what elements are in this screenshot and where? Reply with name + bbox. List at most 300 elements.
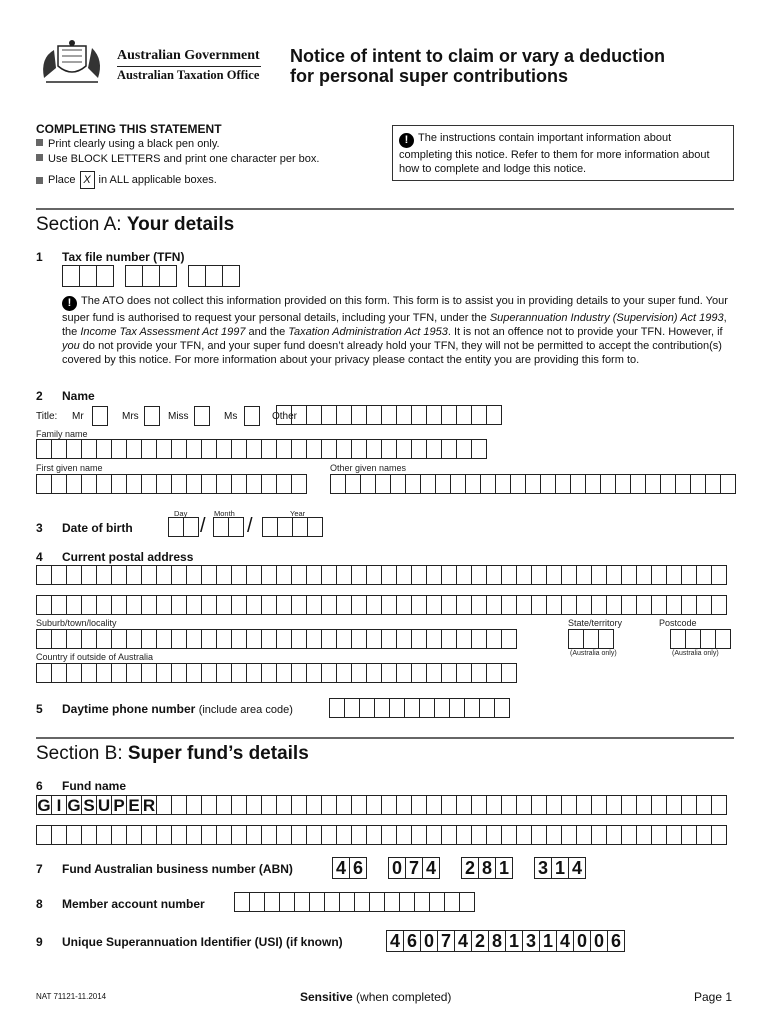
char-box[interactable] xyxy=(459,892,475,912)
char-box[interactable] xyxy=(426,825,442,845)
char-box[interactable] xyxy=(715,629,731,649)
char-box[interactable] xyxy=(276,663,292,683)
char-box[interactable] xyxy=(351,405,367,425)
char-box[interactable] xyxy=(471,595,487,615)
title-miss-checkbox[interactable] xyxy=(194,406,210,426)
char-box[interactable] xyxy=(321,795,337,815)
char-box[interactable] xyxy=(231,474,247,494)
char-box[interactable] xyxy=(486,663,502,683)
char-box[interactable] xyxy=(51,663,67,683)
char-box[interactable] xyxy=(666,795,682,815)
char-box[interactable] xyxy=(324,892,340,912)
address-line1-boxes[interactable] xyxy=(36,565,726,585)
dob-month-boxes[interactable] xyxy=(213,517,243,537)
char-box[interactable] xyxy=(411,825,427,845)
char-box[interactable] xyxy=(681,825,697,845)
char-box[interactable] xyxy=(501,795,517,815)
char-box[interactable] xyxy=(156,439,172,459)
char-box[interactable]: G xyxy=(37,796,51,815)
char-box[interactable] xyxy=(291,474,307,494)
char-box[interactable] xyxy=(374,698,390,718)
char-box[interactable] xyxy=(411,795,427,815)
char-box[interactable] xyxy=(389,698,405,718)
char-box[interactable]: 1 xyxy=(495,857,513,879)
char-box[interactable] xyxy=(381,795,397,815)
char-box[interactable] xyxy=(441,795,457,815)
char-box[interactable] xyxy=(354,892,370,912)
char-box[interactable] xyxy=(81,629,97,649)
char-box[interactable] xyxy=(276,565,292,585)
char-box[interactable] xyxy=(216,795,232,815)
char-box[interactable] xyxy=(261,474,277,494)
char-box[interactable] xyxy=(444,892,460,912)
char-box[interactable] xyxy=(486,795,502,815)
char-box[interactable] xyxy=(264,892,280,912)
title-ms-checkbox[interactable] xyxy=(244,406,260,426)
char-box[interactable] xyxy=(711,795,727,815)
char-box[interactable]: U xyxy=(97,796,111,815)
char-box[interactable] xyxy=(276,405,292,425)
char-box[interactable] xyxy=(426,565,442,585)
char-box[interactable]: 6 xyxy=(607,930,625,952)
char-box[interactable] xyxy=(390,474,406,494)
char-box[interactable] xyxy=(456,405,472,425)
char-box[interactable] xyxy=(261,795,277,815)
char-box[interactable] xyxy=(441,629,457,649)
char-box[interactable] xyxy=(471,825,487,845)
char-box[interactable]: I xyxy=(51,795,67,815)
char-box[interactable] xyxy=(36,825,52,845)
char-box[interactable] xyxy=(441,595,457,615)
char-box[interactable] xyxy=(277,517,293,537)
char-box[interactable] xyxy=(561,595,577,615)
char-box[interactable] xyxy=(449,698,465,718)
char-box[interactable] xyxy=(336,825,352,845)
char-box[interactable] xyxy=(156,595,172,615)
char-box[interactable] xyxy=(429,892,445,912)
char-box[interactable] xyxy=(246,629,262,649)
char-box[interactable] xyxy=(81,595,97,615)
char-box[interactable]: 1 xyxy=(505,930,523,952)
char-box[interactable] xyxy=(336,629,352,649)
char-box[interactable] xyxy=(81,825,97,845)
title-other-boxes[interactable] xyxy=(276,405,501,425)
char-box[interactable] xyxy=(291,663,307,683)
char-box[interactable] xyxy=(396,825,412,845)
char-box[interactable] xyxy=(516,565,532,585)
char-box[interactable]: 4 xyxy=(568,857,586,879)
char-box[interactable] xyxy=(201,629,217,649)
char-box[interactable] xyxy=(81,663,97,683)
char-box[interactable] xyxy=(141,565,157,585)
other-given-names-boxes[interactable] xyxy=(330,474,735,494)
char-box[interactable] xyxy=(276,474,292,494)
char-box[interactable]: 0 xyxy=(573,930,591,952)
char-box[interactable] xyxy=(456,795,472,815)
char-box[interactable] xyxy=(125,265,143,287)
char-box[interactable] xyxy=(426,595,442,615)
char-box[interactable] xyxy=(555,474,571,494)
char-box[interactable] xyxy=(231,595,247,615)
char-box[interactable] xyxy=(486,595,502,615)
char-box[interactable] xyxy=(360,474,376,494)
char-box[interactable] xyxy=(216,629,232,649)
char-box[interactable] xyxy=(66,474,82,494)
char-box[interactable] xyxy=(261,565,277,585)
char-box[interactable] xyxy=(645,474,661,494)
char-box[interactable] xyxy=(216,825,232,845)
char-box[interactable] xyxy=(591,565,607,585)
char-box[interactable] xyxy=(441,663,457,683)
char-box[interactable] xyxy=(330,474,346,494)
char-box[interactable] xyxy=(351,663,367,683)
char-box[interactable] xyxy=(126,595,142,615)
char-box[interactable] xyxy=(111,439,127,459)
char-box[interactable] xyxy=(366,629,382,649)
char-box[interactable] xyxy=(168,517,184,537)
char-box[interactable] xyxy=(126,565,142,585)
char-box[interactable] xyxy=(111,565,127,585)
char-box[interactable] xyxy=(366,565,382,585)
member-account-boxes[interactable] xyxy=(234,892,474,912)
char-box[interactable] xyxy=(141,629,157,649)
char-box[interactable] xyxy=(561,565,577,585)
char-box[interactable] xyxy=(405,474,421,494)
char-box[interactable] xyxy=(351,565,367,585)
char-box[interactable] xyxy=(479,698,495,718)
char-box[interactable] xyxy=(228,517,244,537)
char-box[interactable] xyxy=(606,825,622,845)
char-box[interactable] xyxy=(441,405,457,425)
char-box[interactable] xyxy=(186,663,202,683)
char-box[interactable] xyxy=(111,629,127,649)
char-box[interactable] xyxy=(681,565,697,585)
family-name-boxes[interactable] xyxy=(36,439,486,459)
char-box[interactable] xyxy=(201,595,217,615)
char-box[interactable] xyxy=(381,663,397,683)
char-box[interactable] xyxy=(375,474,391,494)
char-box[interactable]: 8 xyxy=(478,857,496,879)
char-box[interactable] xyxy=(441,565,457,585)
char-box[interactable] xyxy=(36,595,52,615)
char-box[interactable] xyxy=(336,439,352,459)
char-box[interactable] xyxy=(396,405,412,425)
char-box[interactable] xyxy=(291,595,307,615)
char-box[interactable] xyxy=(306,565,322,585)
char-box[interactable] xyxy=(369,892,385,912)
char-box[interactable]: 6 xyxy=(349,857,367,879)
char-box[interactable] xyxy=(396,439,412,459)
char-box[interactable] xyxy=(426,795,442,815)
char-box[interactable] xyxy=(486,565,502,585)
char-box[interactable]: 3 xyxy=(522,930,540,952)
char-box[interactable] xyxy=(570,474,586,494)
char-box[interactable] xyxy=(546,795,562,815)
char-box[interactable]: 2 xyxy=(461,857,479,879)
char-box[interactable] xyxy=(111,825,127,845)
char-box[interactable] xyxy=(216,565,232,585)
char-box[interactable] xyxy=(471,663,487,683)
char-box[interactable] xyxy=(231,439,247,459)
char-box[interactable] xyxy=(531,565,547,585)
char-box[interactable] xyxy=(339,892,355,912)
char-box[interactable] xyxy=(456,565,472,585)
char-box[interactable] xyxy=(450,474,466,494)
char-box[interactable] xyxy=(705,474,721,494)
char-box[interactable] xyxy=(414,892,430,912)
char-box[interactable] xyxy=(51,565,67,585)
char-box[interactable] xyxy=(546,825,562,845)
char-box[interactable] xyxy=(381,595,397,615)
char-box[interactable] xyxy=(630,474,646,494)
char-box[interactable] xyxy=(246,795,262,815)
char-box[interactable] xyxy=(525,474,541,494)
char-box[interactable] xyxy=(321,825,337,845)
char-box[interactable] xyxy=(262,517,278,537)
char-box[interactable] xyxy=(307,517,323,537)
char-box[interactable] xyxy=(495,474,511,494)
first-given-name-boxes[interactable] xyxy=(36,474,306,494)
char-box[interactable] xyxy=(696,595,712,615)
char-box[interactable] xyxy=(246,595,262,615)
char-box[interactable] xyxy=(79,265,97,287)
char-box[interactable] xyxy=(666,595,682,615)
char-box[interactable] xyxy=(351,795,367,815)
char-box[interactable] xyxy=(426,629,442,649)
char-box[interactable] xyxy=(276,595,292,615)
char-box[interactable] xyxy=(396,663,412,683)
char-box[interactable] xyxy=(156,474,172,494)
char-box[interactable] xyxy=(291,439,307,459)
char-box[interactable] xyxy=(516,795,532,815)
char-box[interactable] xyxy=(96,565,112,585)
char-box[interactable] xyxy=(171,565,187,585)
char-box[interactable] xyxy=(435,474,451,494)
char-box[interactable] xyxy=(36,474,52,494)
char-box[interactable] xyxy=(480,474,496,494)
char-box[interactable] xyxy=(456,629,472,649)
char-box[interactable] xyxy=(279,892,295,912)
char-box[interactable] xyxy=(651,795,667,815)
char-box[interactable] xyxy=(531,825,547,845)
char-box[interactable] xyxy=(591,825,607,845)
char-box[interactable] xyxy=(276,629,292,649)
char-box[interactable] xyxy=(36,629,52,649)
char-box[interactable] xyxy=(231,825,247,845)
char-box[interactable] xyxy=(546,565,562,585)
char-box[interactable] xyxy=(666,565,682,585)
char-box[interactable] xyxy=(426,663,442,683)
char-box[interactable] xyxy=(321,663,337,683)
char-box[interactable] xyxy=(156,795,172,815)
char-box[interactable] xyxy=(471,405,487,425)
char-box[interactable] xyxy=(171,595,187,615)
char-box[interactable] xyxy=(396,629,412,649)
tfn-boxes[interactable] xyxy=(62,265,239,287)
char-box[interactable] xyxy=(96,629,112,649)
char-box[interactable] xyxy=(156,565,172,585)
char-box[interactable] xyxy=(292,517,308,537)
char-box[interactable] xyxy=(246,439,262,459)
char-box[interactable] xyxy=(186,629,202,649)
usi-boxes[interactable] xyxy=(386,930,624,952)
char-box[interactable] xyxy=(396,595,412,615)
char-box[interactable] xyxy=(351,629,367,649)
char-box[interactable] xyxy=(141,663,157,683)
char-box[interactable] xyxy=(96,595,112,615)
char-box[interactable] xyxy=(516,825,532,845)
char-box[interactable] xyxy=(183,517,199,537)
char-box[interactable] xyxy=(306,439,322,459)
char-box[interactable] xyxy=(426,405,442,425)
suburb-boxes[interactable] xyxy=(36,629,516,649)
char-box[interactable]: R xyxy=(142,796,156,815)
char-box[interactable] xyxy=(411,595,427,615)
char-box[interactable] xyxy=(351,595,367,615)
title-mrs-checkbox[interactable] xyxy=(144,406,160,426)
title-mr-checkbox[interactable] xyxy=(92,406,108,426)
char-box[interactable] xyxy=(156,629,172,649)
char-box[interactable] xyxy=(351,439,367,459)
char-box[interactable] xyxy=(700,629,716,649)
char-box[interactable]: 2 xyxy=(471,930,489,952)
char-box[interactable] xyxy=(96,265,114,287)
char-box[interactable]: 1 xyxy=(551,857,569,879)
char-box[interactable] xyxy=(201,795,217,815)
char-box[interactable] xyxy=(471,629,487,649)
fund-name-line1-boxes[interactable] xyxy=(36,795,726,815)
char-box[interactable] xyxy=(681,795,697,815)
state-boxes[interactable] xyxy=(568,629,613,649)
char-box[interactable] xyxy=(494,698,510,718)
char-box[interactable] xyxy=(291,405,307,425)
char-box[interactable]: 4 xyxy=(422,857,440,879)
char-box[interactable] xyxy=(66,825,82,845)
char-box[interactable] xyxy=(51,825,67,845)
char-box[interactable] xyxy=(636,795,652,815)
char-box[interactable] xyxy=(36,565,52,585)
char-box[interactable] xyxy=(306,795,322,815)
char-box[interactable] xyxy=(111,474,127,494)
char-box[interactable] xyxy=(456,825,472,845)
char-box[interactable] xyxy=(216,439,232,459)
char-box[interactable] xyxy=(384,892,400,912)
char-box[interactable] xyxy=(359,698,375,718)
char-box[interactable]: 4 xyxy=(332,857,350,879)
char-box[interactable] xyxy=(201,565,217,585)
char-box[interactable] xyxy=(651,565,667,585)
char-box[interactable] xyxy=(291,825,307,845)
char-box[interactable] xyxy=(96,439,112,459)
char-box[interactable] xyxy=(471,439,487,459)
char-box[interactable] xyxy=(222,265,240,287)
char-box[interactable] xyxy=(186,795,202,815)
char-box[interactable] xyxy=(576,565,592,585)
char-box[interactable] xyxy=(66,629,82,649)
char-box[interactable] xyxy=(411,663,427,683)
char-box[interactable] xyxy=(621,825,637,845)
char-box[interactable] xyxy=(96,663,112,683)
char-box[interactable] xyxy=(171,439,187,459)
char-box[interactable] xyxy=(690,474,706,494)
char-box[interactable] xyxy=(615,474,631,494)
char-box[interactable] xyxy=(456,663,472,683)
char-box[interactable] xyxy=(111,595,127,615)
char-box[interactable] xyxy=(246,565,262,585)
char-box[interactable] xyxy=(186,565,202,585)
char-box[interactable] xyxy=(171,629,187,649)
char-box[interactable] xyxy=(420,474,436,494)
char-box[interactable] xyxy=(294,892,310,912)
char-box[interactable] xyxy=(36,663,52,683)
char-box[interactable] xyxy=(561,825,577,845)
char-box[interactable] xyxy=(411,629,427,649)
char-box[interactable] xyxy=(201,663,217,683)
char-box[interactable] xyxy=(720,474,736,494)
char-box[interactable] xyxy=(486,405,502,425)
char-box[interactable]: 0 xyxy=(388,857,406,879)
char-box[interactable] xyxy=(366,795,382,815)
char-box[interactable] xyxy=(600,474,616,494)
char-box[interactable] xyxy=(531,795,547,815)
char-box[interactable] xyxy=(261,439,277,459)
char-box[interactable] xyxy=(441,439,457,459)
char-box[interactable] xyxy=(186,825,202,845)
char-box[interactable] xyxy=(51,439,67,459)
char-box[interactable] xyxy=(434,698,450,718)
char-box[interactable] xyxy=(606,565,622,585)
fund-name-line2-boxes[interactable] xyxy=(36,825,726,845)
char-box[interactable] xyxy=(141,474,157,494)
char-box[interactable] xyxy=(636,825,652,845)
char-box[interactable]: 6 xyxy=(403,930,421,952)
char-box[interactable] xyxy=(126,474,142,494)
char-box[interactable] xyxy=(205,265,223,287)
char-box[interactable] xyxy=(441,825,457,845)
char-box[interactable] xyxy=(576,595,592,615)
char-box[interactable] xyxy=(201,474,217,494)
char-box[interactable] xyxy=(246,474,262,494)
char-box[interactable]: 4 xyxy=(556,930,574,952)
char-box[interactable]: 4 xyxy=(454,930,472,952)
char-box[interactable] xyxy=(411,565,427,585)
address-line2-boxes[interactable] xyxy=(36,595,726,615)
char-box[interactable] xyxy=(396,565,412,585)
char-box[interactable] xyxy=(598,629,614,649)
char-box[interactable] xyxy=(171,474,187,494)
char-box[interactable] xyxy=(685,629,701,649)
char-box[interactable] xyxy=(540,474,556,494)
char-box[interactable] xyxy=(156,825,172,845)
char-box[interactable] xyxy=(336,795,352,815)
char-box[interactable] xyxy=(636,565,652,585)
char-box[interactable]: 8 xyxy=(488,930,506,952)
char-box[interactable] xyxy=(231,795,247,815)
char-box[interactable] xyxy=(51,474,67,494)
char-box[interactable] xyxy=(201,825,217,845)
char-box[interactable] xyxy=(126,825,142,845)
char-box[interactable] xyxy=(186,439,202,459)
char-box[interactable] xyxy=(381,565,397,585)
char-box[interactable] xyxy=(249,892,265,912)
char-box[interactable] xyxy=(411,439,427,459)
char-box[interactable] xyxy=(345,474,361,494)
char-box[interactable] xyxy=(381,405,397,425)
char-box[interactable] xyxy=(366,439,382,459)
char-box[interactable] xyxy=(486,825,502,845)
char-box[interactable] xyxy=(329,698,345,718)
char-box[interactable] xyxy=(576,795,592,815)
